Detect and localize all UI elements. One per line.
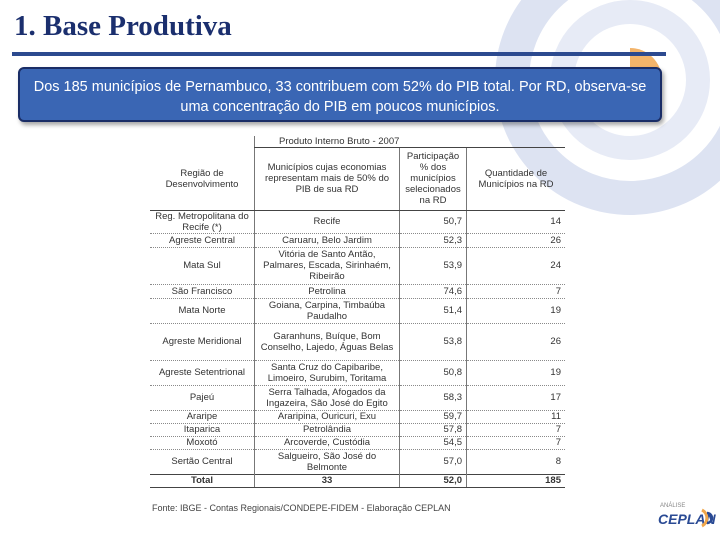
table-row xyxy=(150,233,565,247)
row-rd-cell: Agreste Setentrional xyxy=(150,360,255,385)
row-participacao-cell: 57,0 xyxy=(400,449,467,474)
summary-text: Dos 185 municípios de Pernambuco, 33 contribuem com 52% do PIB total. Por RD, observa-se uma concentração do PIB em poucos municípios. xyxy=(33,79,647,115)
row-municipios-cell: Petrolândia xyxy=(255,423,400,436)
table-top-header: Produto Interno Bruto - 2007 xyxy=(255,136,566,148)
row-participacao-cell: 50,8 xyxy=(400,360,467,385)
table-header-row xyxy=(150,148,565,211)
row-quantidade-cell: 19 xyxy=(467,298,566,323)
row-rd-cell: Mata Sul xyxy=(150,247,255,284)
row-municipios-cell: Caruaru, Belo Jardim xyxy=(255,233,400,247)
row-municipios-cell: Recife xyxy=(255,210,400,233)
table-row xyxy=(150,385,565,410)
table-row xyxy=(150,323,565,360)
row-participacao-cell: 50,7 xyxy=(400,210,467,233)
row-municipios-cell: Petrolina xyxy=(255,284,400,298)
col-header-participacao: Participação % dos municípios selecionados na RD xyxy=(400,148,467,211)
table-row xyxy=(150,284,565,298)
row-quantidade-cell: 26 xyxy=(467,323,566,360)
row-municipios-cell: Vitória de Santo Antão, Palmares, Escada, Sirinhaém, Ribeirão xyxy=(255,247,400,284)
logo-mark-icon xyxy=(700,507,716,529)
row-rd-cell: Itaparica xyxy=(150,423,255,436)
table-top-header-row xyxy=(150,136,565,148)
table-body xyxy=(150,210,565,474)
row-participacao-cell: 74,6 xyxy=(400,284,467,298)
row-participacao-cell: 54,5 xyxy=(400,436,467,449)
table-row xyxy=(150,298,565,323)
row-rd-cell: Pajeú xyxy=(150,385,255,410)
row-municipios-cell: Serra Talhada, Afogados da Ingazeira, São José do Egito xyxy=(255,385,400,410)
col-header-quantidade: Quantidade de Municípios na RD xyxy=(467,148,566,211)
total-municipios: 33 xyxy=(255,474,400,487)
row-rd-cell: São Francisco xyxy=(150,284,255,298)
source-note: Fonte: IBGE - Contas Regionais/CONDEPE-FIDEM - Elaboração CEPLAN xyxy=(152,503,451,513)
pib-table xyxy=(150,136,565,488)
col-header-rd: Região de Desenvolvimento xyxy=(150,148,255,211)
row-participacao-cell: 53,9 xyxy=(400,247,467,284)
page-title: 1. Base Produtiva xyxy=(14,10,232,42)
row-quantidade-cell: 19 xyxy=(467,360,566,385)
row-municipios-cell: Salgueiro, São José do Belmonte xyxy=(255,449,400,474)
table-row xyxy=(150,423,565,436)
total-quantidade: 185 xyxy=(467,474,566,487)
ceplan-logo xyxy=(656,503,716,533)
row-quantidade-cell: 8 xyxy=(467,449,566,474)
row-quantidade-cell: 14 xyxy=(467,210,566,233)
table-row xyxy=(150,436,565,449)
row-municipios-cell: Araripina, Ouricuri, Exu xyxy=(255,410,400,423)
row-rd-cell: Agreste Meridional xyxy=(150,323,255,360)
row-participacao-cell: 59,7 xyxy=(400,410,467,423)
row-municipios-cell: Goiana, Carpina, Timbaúba Paudalho xyxy=(255,298,400,323)
logo-text: CEPLAN xyxy=(658,511,716,527)
row-participacao-cell: 53,8 xyxy=(400,323,467,360)
pib-table-container xyxy=(150,136,565,488)
row-municipios-cell: Santa Cruz do Capibaribe, Limoeiro, Surubim, Toritama xyxy=(255,360,400,385)
row-participacao-cell: 52,3 xyxy=(400,233,467,247)
logo-small-text: ANÁLISE xyxy=(660,503,686,509)
row-quantidade-cell: 11 xyxy=(467,410,566,423)
row-participacao-cell: 51,4 xyxy=(400,298,467,323)
table-row xyxy=(150,449,565,474)
total-label: Total xyxy=(150,474,255,487)
row-rd-cell: Moxotó xyxy=(150,436,255,449)
table-total-row xyxy=(150,474,565,487)
total-participacao: 52,0 xyxy=(400,474,467,487)
row-rd-cell: Araripe xyxy=(150,410,255,423)
row-quantidade-cell: 24 xyxy=(467,247,566,284)
row-quantidade-cell: 7 xyxy=(467,284,566,298)
row-rd-cell: Reg. Metropolitana do Recife (*) xyxy=(150,210,255,233)
row-quantidade-cell: 7 xyxy=(467,423,566,436)
table-row xyxy=(150,360,565,385)
row-municipios-cell: Arcoverde, Custódia xyxy=(255,436,400,449)
row-quantidade-cell: 17 xyxy=(467,385,566,410)
row-rd-cell: Agreste Central xyxy=(150,233,255,247)
col-header-municipios: Municípios cujas economias representam mais de 50% do PIB de sua RD xyxy=(255,148,400,211)
row-participacao-cell: 58,3 xyxy=(400,385,467,410)
row-quantidade-cell: 7 xyxy=(467,436,566,449)
title-underline xyxy=(12,52,666,56)
row-municipios-cell: Garanhuns, Buíque, Bom Conselho, Lajedo, Águas Belas xyxy=(255,323,400,360)
table-row xyxy=(150,247,565,284)
summary-callout xyxy=(18,67,662,122)
row-participacao-cell: 57,8 xyxy=(400,423,467,436)
row-quantidade-cell: 26 xyxy=(467,233,566,247)
table-row xyxy=(150,210,565,233)
row-rd-cell: Mata Norte xyxy=(150,298,255,323)
row-rd-cell: Sertão Central xyxy=(150,449,255,474)
table-row xyxy=(150,410,565,423)
